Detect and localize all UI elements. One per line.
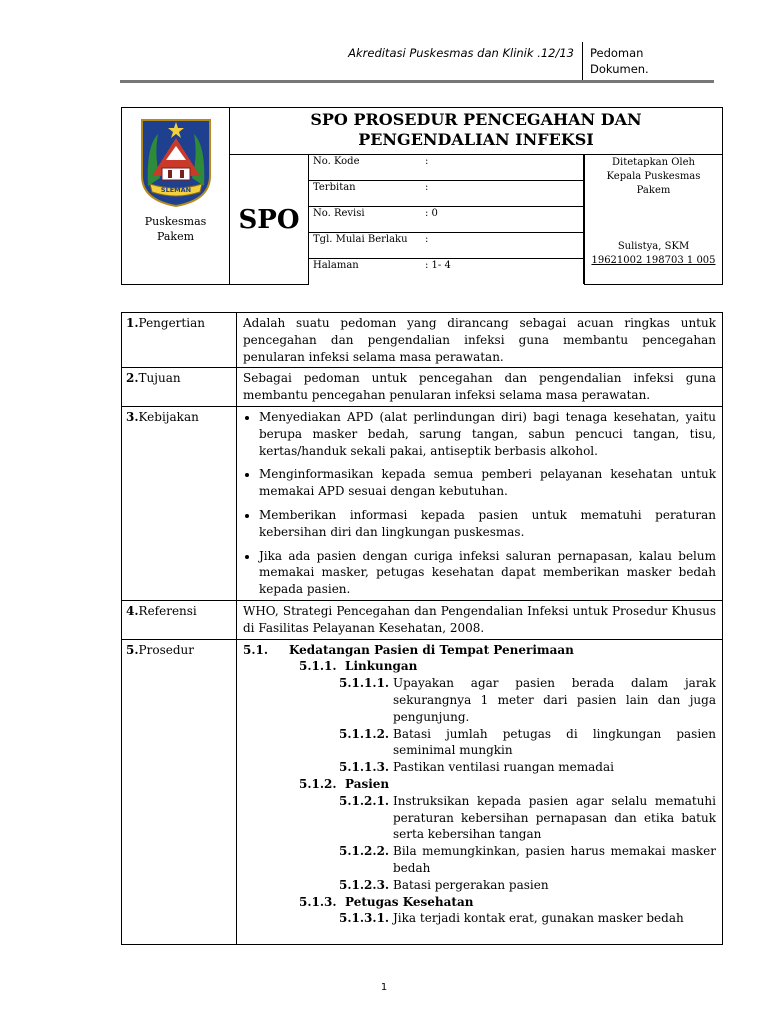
header-rule xyxy=(120,80,714,83)
organization-name xyxy=(122,214,229,244)
meta-key: Halaman xyxy=(313,260,359,271)
meta-row xyxy=(309,233,584,259)
meta-key: No. Revisi xyxy=(313,208,365,219)
header-right-line2: Dokumen. xyxy=(590,62,649,76)
metadata-table xyxy=(309,155,584,284)
section-row-pengertian xyxy=(122,313,723,368)
list-item: • Menyediakan APD (alat perlindungan diri) bagi tenaga kesehatan, yaitu berupa masker bedah, sarung tangan, sabun pencuci tangan, tisu, kertas/handuk sekali pakai, antiseptik berbasis alkohol. xyxy=(259,409,716,459)
procedure-step: 5.1.2.3. Batasi pergerakan pasien xyxy=(339,877,549,892)
meta-key: Terbitan xyxy=(313,182,356,193)
approval-line3: Pakem xyxy=(636,185,671,196)
section-text: Adalah suatu pedoman yang dirancang sebagai acuan ringkas untuk pencegahan dan pengendalian infeksi guna membantu pencegahan penularan infeksi selama masa perawatan. xyxy=(237,313,723,368)
header-divider xyxy=(582,42,583,82)
section-text: Sebagai pedoman untuk pencegahan dan pengendalian infeksi guna membantu pencegahan penularan infeksi selama masa perawatan. xyxy=(237,368,723,407)
meta-value: : xyxy=(425,156,429,167)
policy-list xyxy=(243,409,716,598)
list-item: • Jika ada pasien dengan curiga infeksi saluran pernapasan, kalau belum memakai masker, petugas kesehatan dapat memberikan masker bedah kepada pasien. xyxy=(259,548,716,598)
header-right xyxy=(590,45,649,77)
list-item: • Memberikan informasi kepada pasien untuk mematuhi peraturan kebersihan diri dan lingkungan puskesmas. xyxy=(259,507,716,541)
organization-line1: Puskesmas xyxy=(144,215,207,228)
section-label: 3.Kebijakan xyxy=(122,406,237,600)
spo-header-table xyxy=(121,107,723,285)
meta-row xyxy=(309,155,584,181)
procedure-step: 5.1.1.1. Upayakan agar pasien berada dalam jarak sekurangnya 1 meter dari pasien lain dan juga pengunjung. xyxy=(339,676,716,724)
procedure-subheading: 5.1.3. Petugas Kesehatan xyxy=(299,894,474,909)
meta-row xyxy=(309,181,584,207)
section-row-kebijakan xyxy=(122,406,723,600)
logo-cell xyxy=(122,108,230,285)
section-row-tujuan xyxy=(122,368,723,407)
procedure-subheading: 5.1.2. Pasien xyxy=(299,776,390,791)
meta-value: : 0 xyxy=(425,208,438,219)
meta-value: : xyxy=(425,234,429,245)
signer-name: Sulistya, SKM xyxy=(617,241,690,252)
procedure-step: 5.1.1.2. Batasi jumlah petugas di lingkungan pasien seminimal mungkin xyxy=(339,726,716,758)
meta-key: No. Kode xyxy=(313,156,360,167)
signer-nip: 19621002 198703 1 005 xyxy=(591,255,716,266)
approval-cell xyxy=(585,155,723,285)
procedure-content xyxy=(237,639,723,944)
spo-title-line2: PENGENDALIAN INFEKSI xyxy=(358,130,594,149)
list-item: • Menginformasikan kepada semua pemberi pelayanan kesehatan untuk memakai APD sesuai dengan kebutuhan. xyxy=(259,466,716,500)
section-list xyxy=(237,406,723,600)
sleman-emblem-logo xyxy=(138,116,214,208)
procedure-heading: 5.1. Kedatangan Pasien di Tempat Penerimaan xyxy=(243,642,574,657)
header-right-line1: Pedoman xyxy=(590,46,644,60)
section-row-prosedur xyxy=(122,639,723,944)
procedure-subheading: 5.1.1. Linkungan xyxy=(299,659,418,674)
approval-line1: Ditetapkan Oleh xyxy=(612,157,695,168)
page-number: 1 xyxy=(380,982,388,993)
document-header-title: Akreditasi Puskesmas dan Klinik .12/13 xyxy=(348,46,574,60)
metadata-cell xyxy=(309,155,585,285)
organization-line2: Pakem xyxy=(156,230,195,243)
section-label: 5.Prosedur xyxy=(122,639,237,944)
section-text: WHO, Strategi Pencegahan dan Pengendalian Infeksi untuk Prosedur Khusus di Fasilitas Pelayanan Kesehatan, 2008. xyxy=(237,600,723,639)
procedure-step: 5.1.2.2. Bila memungkinkan, pasien harus memakai masker bedah xyxy=(339,844,716,875)
meta-value: : 1- 4 xyxy=(425,260,451,271)
procedure-step: 5.1.2.1. Instruksikan kepada pasien agar selalu mematuhi peraturan kebersihan pernapasan dan etika batuk serta kebersihan tangan xyxy=(339,793,716,842)
spo-content-table xyxy=(121,312,723,945)
section-label: 4.Referensi xyxy=(122,600,237,639)
meta-row xyxy=(309,207,584,233)
approval-line2: Kepala Puskesmas xyxy=(606,171,701,182)
spo-title xyxy=(230,108,723,155)
spo-title-line1: SPO PROSEDUR PENCEGAHAN DAN xyxy=(310,110,642,129)
section-label: 1.Pengertian xyxy=(122,313,237,368)
section-row-referensi xyxy=(122,600,723,639)
svg-text:SLEMAN: SLEMAN xyxy=(160,186,191,194)
section-label: 2.Tujuan xyxy=(122,368,237,407)
procedure-step: 5.1.1.3. Pastikan ventilasi ruangan memadai xyxy=(339,760,614,775)
procedure-step: 5.1.3.1. Jika terjadi kontak erat, gunakan masker bedah xyxy=(339,911,684,926)
spo-label: SPO xyxy=(230,155,309,285)
meta-row xyxy=(309,259,584,285)
meta-value: : xyxy=(425,182,429,193)
meta-key: Tgl. Mulai Berlaku xyxy=(313,234,408,245)
